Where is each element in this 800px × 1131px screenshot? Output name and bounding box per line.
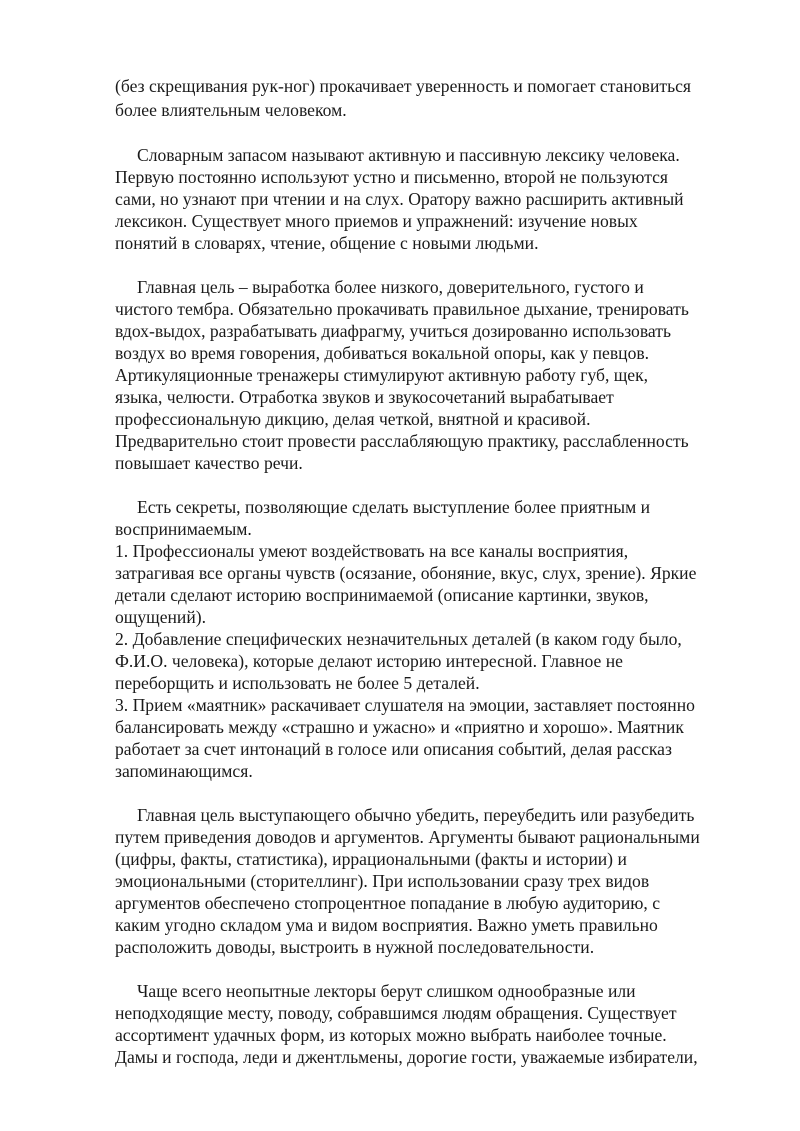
document-page <box>115 74 750 1090</box>
text-line: сами, но узнают при чтении и на слух. Оратору важно расширить активный <box>115 189 684 209</box>
text-line: аргументов обеспечено стопроцентное попадание в любую аудиторию, с <box>115 893 661 913</box>
text-line: каким угодно складом ума и видом восприятия. Важно уметь правильно <box>115 915 658 935</box>
text-line: Есть секреты, позволяющие сделать выступление более приятным и <box>137 497 651 517</box>
text-line: путем приведения доводов и аргументов. Аргументы бывают рациональными <box>115 827 700 847</box>
text-line: ощущений). <box>115 607 207 627</box>
text-line: запоминающимся. <box>115 761 253 781</box>
text-line: воздух во время говорения, добиваться вокальной опоры, как у певцов. <box>115 343 650 363</box>
text-line: (без скрещивания рук-ног) прокачивает уверенность и помогает становиться <box>115 76 691 96</box>
text-line: Главная цель – выработка более низкого, доверительного, густого и <box>137 277 644 297</box>
text-line: (цифры, факты, статистика), иррациональными (факты и истории) и <box>115 849 627 869</box>
text-line: лексикон. Существует много приемов и упражнений: изучение новых <box>115 211 638 231</box>
text-line: Предварительно стоит провести расслабляющую практику, расслабленность <box>115 431 689 451</box>
text-line: детали сделают историю воспринимаемой (описание картинки, звуков, <box>115 585 649 605</box>
text-line: переборщить и использовать не более 5 деталей. <box>115 673 480 693</box>
paragraph-arguments <box>115 804 750 958</box>
text-line: языка, челюсти. Отработка звуков и звукосочетаний вырабатывает <box>115 387 614 407</box>
text-line: работает за счет интонаций в голосе или описания событий, делая рассказ <box>115 739 672 759</box>
text-line: Чаще всего неопытные лекторы берут слишком однообразные или <box>137 981 636 1001</box>
text-line: расположить доводы, выстроить в нужной последовательности. <box>115 937 595 957</box>
text-line: вдох-выдох, разрабатывать диафрагму, учиться дозированно использовать <box>115 321 671 341</box>
paragraph-intro-continuation <box>115 74 750 122</box>
list-item: 1. Профессионалы умеют воздействовать на все каналы восприятия, <box>115 541 629 561</box>
text-line: Первую постоянно используют устно и письменно, второй не пользуются <box>115 167 669 187</box>
text-line: Главная цель выступающего обычно убедить, переубедить или разубедить <box>137 805 695 825</box>
text-line: Словарным запасом называют активную и пассивную лексику человека. <box>137 145 680 165</box>
text-line: Дамы и господа, леди и джентльмены, дорогие гости, уважаемые избиратели, <box>115 1047 698 1067</box>
paragraph-addressing <box>115 980 750 1068</box>
text-line: эмоциональными (сторителлинг). При использовании сразу трех видов <box>115 871 650 891</box>
paragraph-secrets <box>115 496 750 782</box>
text-line: Ф.И.О. человека), которые делают историю интересной. Главное не <box>115 651 623 671</box>
text-line: чистого тембра. Обязательно прокачивать правильное дыхание, тренировать <box>115 299 689 319</box>
list-item: 2. Добавление специфических незначительных деталей (в каком году было, <box>115 629 682 649</box>
text-line: балансировать между «страшно и ужасно» и «приятно и хорошо». Маятник <box>115 717 684 737</box>
list-item: 3. Прием «маятник» раскачивает слушателя на эмоции, заставляет постоянно <box>115 695 695 715</box>
text-line: понятий в словарях, чтение, общение с новыми людьми. <box>115 233 539 253</box>
paragraph-timbre <box>115 276 750 474</box>
text-line: затрагивая все органы чувств (осязание, обоняние, вкус, слух, зрение). Яркие <box>115 563 697 583</box>
text-line: неподходящие месту, поводу, собравшимся людям обращения. Существует <box>115 1003 677 1023</box>
text-line: Артикуляционные тренажеры стимулируют активную работу губ, щек, <box>115 365 649 385</box>
text-line: профессиональную дикцию, делая четкой, внятной и красивой. <box>115 409 591 429</box>
text-line: воспринимаемым. <box>115 519 252 539</box>
text-line: ассортимент удачных форм, из которых можно выбрать наиболее точные. <box>115 1025 667 1045</box>
text-line: более влиятельным человеком. <box>115 100 347 120</box>
paragraph-vocabulary <box>115 144 750 254</box>
text-line: повышает качество речи. <box>115 453 303 473</box>
